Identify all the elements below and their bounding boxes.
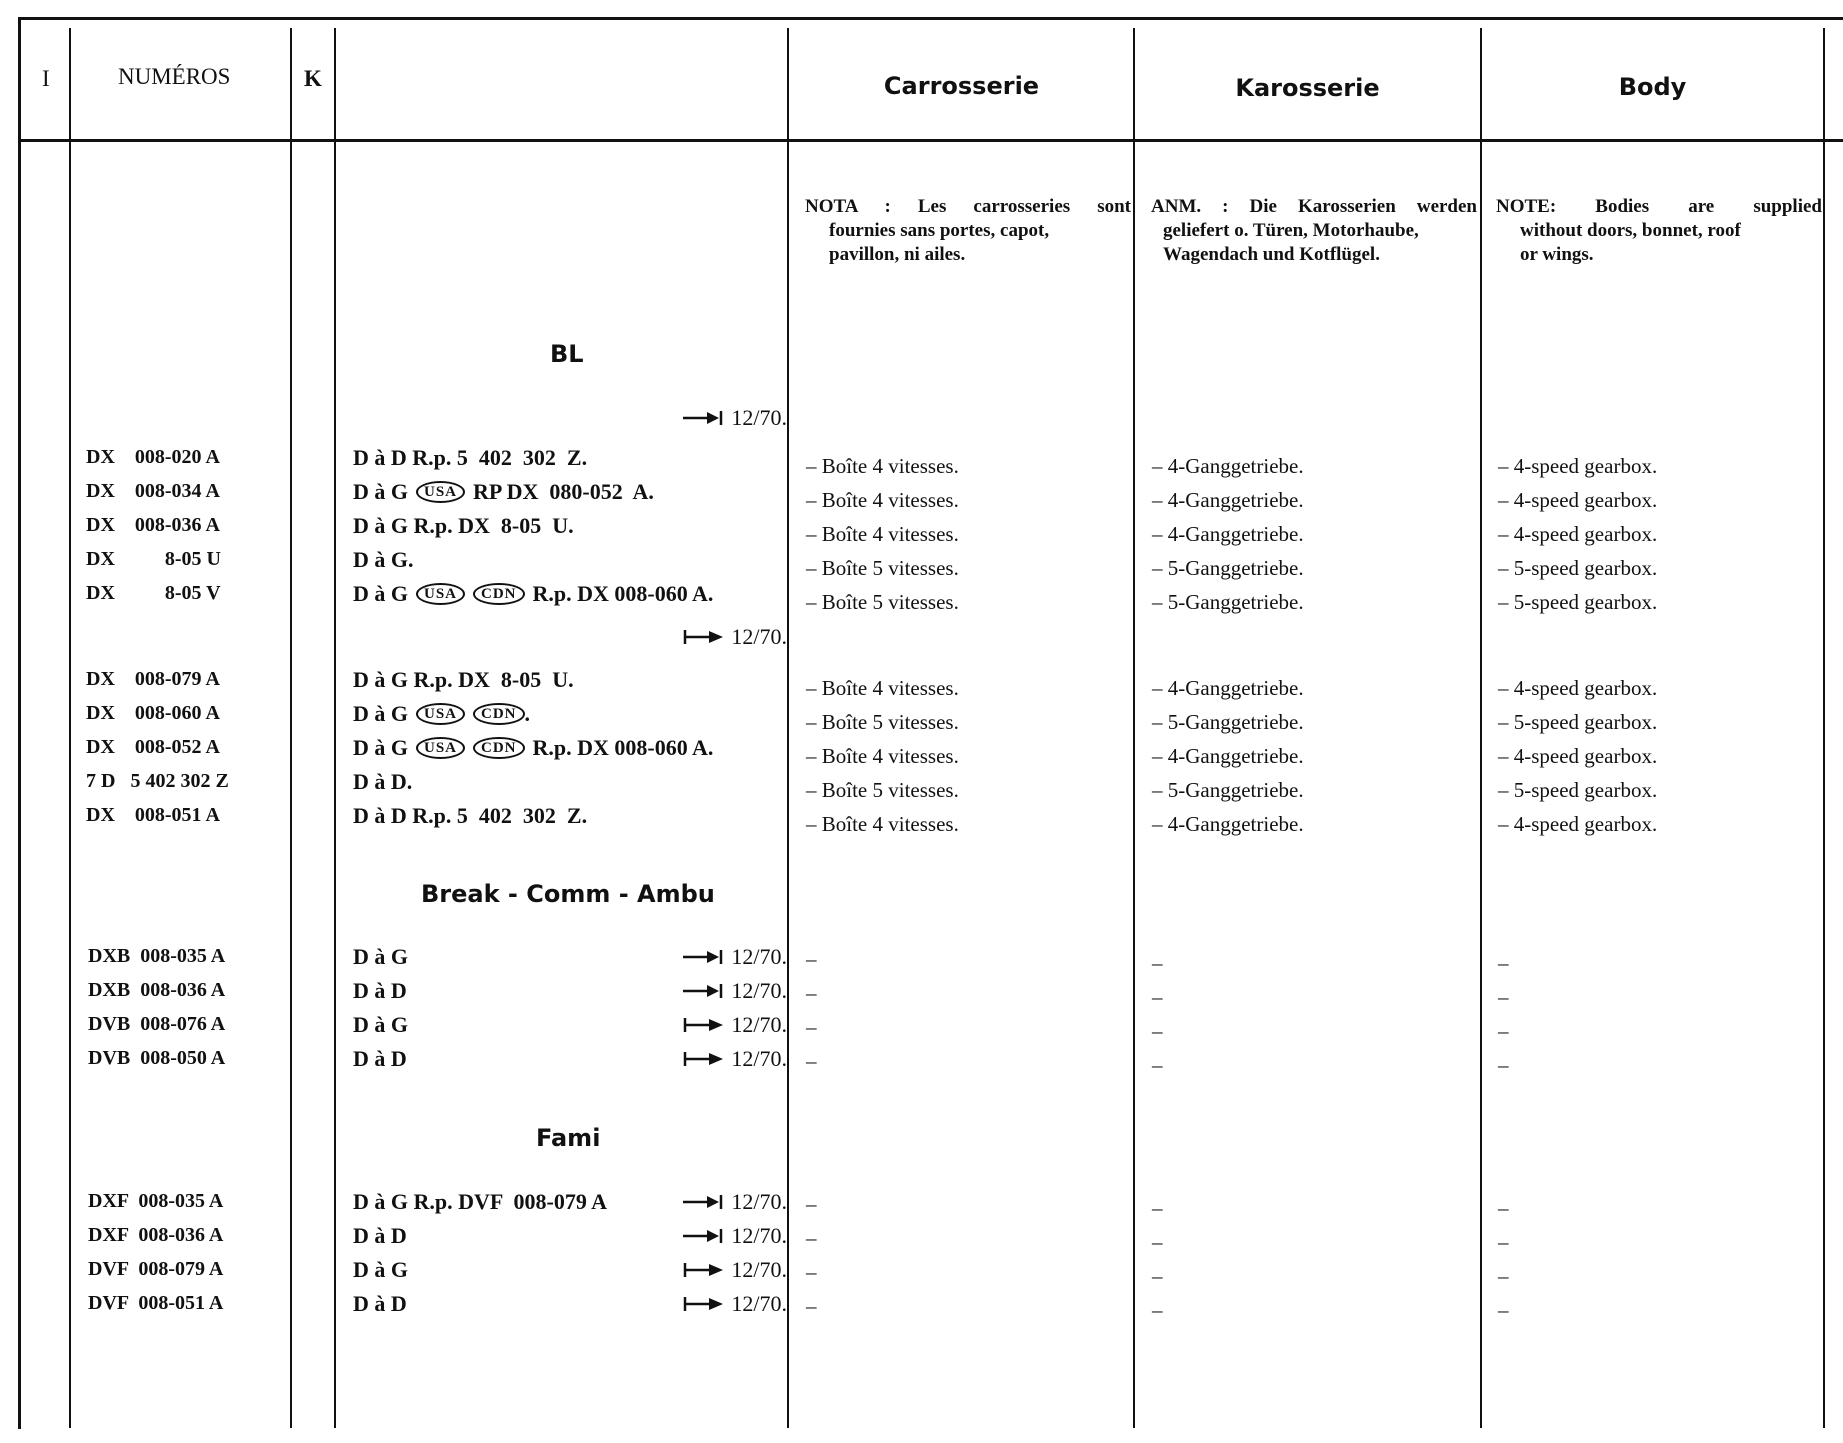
group-title-bl: BL xyxy=(550,340,584,368)
arrow-until-icon xyxy=(683,950,725,964)
cutoff-date-label: 12/70. xyxy=(731,1291,787,1316)
market-badge: CDN xyxy=(473,737,525,759)
description-suffix: . xyxy=(524,701,531,726)
description-prefix: D à G xyxy=(353,581,408,606)
market-badge: USA xyxy=(416,481,465,503)
arrow-from-icon xyxy=(683,1297,725,1311)
dash-en: – xyxy=(1498,1196,1509,1220)
gearbox-fr: – Boîte 4 vitesses. xyxy=(806,488,959,512)
gearbox-fr: – Boîte 4 vitesses. xyxy=(806,812,959,836)
cutoff-date-label: 12/70. xyxy=(731,1189,787,1214)
dash-en: – xyxy=(1498,1298,1509,1322)
divider-numeros xyxy=(290,28,292,1428)
date-until-bl xyxy=(683,405,787,431)
part-number: DXF 008-035 A xyxy=(88,1190,224,1212)
part-number: DVF 008-079 A xyxy=(88,1258,224,1280)
note-fr-line2: fournies sans portes, capot, xyxy=(829,220,1050,241)
description-text: D à D xyxy=(353,1046,407,1071)
gearbox-de: – 5-Ganggetriebe. xyxy=(1152,590,1304,614)
arrow-from-icon xyxy=(683,630,725,644)
description-text: D à G R.p. DVF 008-079 A xyxy=(353,1189,608,1214)
gearbox-en: – 5-speed gearbox. xyxy=(1498,778,1658,802)
gearbox-fr: – Boîte 5 vitesses. xyxy=(806,778,959,802)
description-text: D à D R.p. 5 402 302 Z. xyxy=(353,803,588,828)
dash-en: – xyxy=(1498,951,1509,975)
cutoff-date xyxy=(683,1223,787,1249)
header-col-k: K xyxy=(304,66,322,91)
part-number: DX 008-079 A xyxy=(86,668,220,690)
fitment-description xyxy=(353,479,654,505)
part-number: DXB 008-036 A xyxy=(88,979,226,1001)
cutoff-date-label: 12/70. xyxy=(731,978,787,1003)
note-de xyxy=(1151,195,1477,267)
top-rule xyxy=(18,17,1843,20)
dash-de: – xyxy=(1152,1264,1163,1288)
group-title-break: Break - Comm - Ambu xyxy=(421,880,715,908)
part-number: DX 008-020 A xyxy=(86,446,220,468)
fitment-description xyxy=(353,769,412,795)
note-en-line2: without doors, bonnet, roof xyxy=(1520,220,1741,241)
gearbox-de: – 5-Ganggetriebe. xyxy=(1152,556,1304,580)
dash-de: – xyxy=(1152,985,1163,1009)
dash-fr: – xyxy=(806,1049,817,1073)
dash-fr: – xyxy=(806,1294,817,1318)
description-text: D à G R.p. DX 8-05 U. xyxy=(353,513,574,538)
left-border xyxy=(18,17,21,1429)
market-badge: CDN xyxy=(473,583,525,605)
fitment-description xyxy=(353,803,587,829)
cutoff-date xyxy=(683,1189,787,1215)
dash-fr: – xyxy=(806,1192,817,1216)
cutoff-date xyxy=(683,1012,787,1038)
description-text: D à G xyxy=(353,1012,408,1037)
gearbox-en: – 5-speed gearbox. xyxy=(1498,556,1658,580)
note-en xyxy=(1496,195,1822,267)
description-text: D à D xyxy=(353,1291,407,1316)
note-fr-line3: pavillon, ni ailes. xyxy=(829,244,966,265)
part-number: DX 008-034 A xyxy=(86,480,220,502)
gearbox-de: – 4-Ganggetriebe. xyxy=(1152,522,1304,546)
part-number: DX 8-05 U xyxy=(86,548,221,570)
gearbox-en: – 5-speed gearbox. xyxy=(1498,710,1658,734)
description-prefix: D à G xyxy=(353,701,408,726)
note-en-line1: NOTE: Bodies are supplied xyxy=(1496,196,1822,217)
part-number: DVB 008-076 A xyxy=(88,1013,226,1035)
arrow-from-icon xyxy=(683,1018,725,1032)
cutoff-date xyxy=(683,1291,787,1317)
dash-fr: – xyxy=(806,981,817,1005)
header-col-numeros: NUMÉROS xyxy=(118,64,231,89)
gearbox-en: – 4-speed gearbox. xyxy=(1498,488,1658,512)
description-text: D à G. xyxy=(353,547,414,572)
gearbox-fr: – Boîte 4 vitesses. xyxy=(806,522,959,546)
gearbox-de: – 4-Ganggetriebe. xyxy=(1152,676,1304,700)
arrow-from-icon xyxy=(683,1052,725,1066)
gearbox-de: – 4-Ganggetriebe. xyxy=(1152,454,1304,478)
cutoff-date xyxy=(683,1046,787,1072)
gearbox-de: – 5-Ganggetriebe. xyxy=(1152,710,1304,734)
arrow-from-icon xyxy=(683,1263,725,1277)
market-badge: USA xyxy=(416,583,465,605)
gearbox-fr: – Boîte 5 vitesses. xyxy=(806,590,959,614)
fitment-description xyxy=(353,667,574,693)
dash-fr: – xyxy=(806,1015,817,1039)
dash-en: – xyxy=(1498,1053,1509,1077)
cutoff-date-label: 12/70. xyxy=(731,1223,787,1248)
fitment-description xyxy=(353,735,713,761)
dash-en: – xyxy=(1498,985,1509,1009)
part-number: DXF 008-036 A xyxy=(88,1224,224,1246)
fitment-description xyxy=(353,1257,408,1283)
dash-de: – xyxy=(1152,1053,1163,1077)
market-badge: USA xyxy=(416,703,465,725)
fitment-description xyxy=(353,513,574,539)
note-en-line3: or wings. xyxy=(1520,244,1594,265)
part-number: DX 008-036 A xyxy=(86,514,220,536)
gearbox-en: – 4-speed gearbox. xyxy=(1498,522,1658,546)
note-de-line1: ANM. : Die Karosserien werden xyxy=(1151,196,1477,217)
fitment-description xyxy=(353,581,713,607)
description-text: D à G xyxy=(353,944,408,969)
fitment-description xyxy=(353,944,408,970)
market-badge: CDN xyxy=(473,703,525,725)
description-text: D à G R.p. DX 8-05 U. xyxy=(353,667,574,692)
fitment-description xyxy=(353,1189,607,1215)
fitment-description xyxy=(353,1012,408,1038)
dash-de: – xyxy=(1152,1019,1163,1043)
fitment-description xyxy=(353,701,530,727)
dash-fr: – xyxy=(806,1226,817,1250)
gearbox-fr: – Boîte 4 vitesses. xyxy=(806,454,959,478)
note-fr xyxy=(805,195,1131,267)
fitment-description xyxy=(353,547,414,573)
divider-fr xyxy=(787,28,789,1428)
description-text: D à D. xyxy=(353,769,413,794)
part-number: DX 008-051 A xyxy=(86,804,220,826)
description-suffix: R.p. DX 008-060 A. xyxy=(532,735,714,760)
gearbox-de: – 5-Ganggetriebe. xyxy=(1152,778,1304,802)
arrow-until-icon xyxy=(683,984,725,998)
description-prefix: D à G xyxy=(353,479,408,504)
header-col-fr: Carrosserie xyxy=(883,72,1040,100)
divider-en xyxy=(1480,28,1482,1428)
note-fr-line1: NOTA : Les carrosseries sont xyxy=(805,196,1131,217)
market-badge: USA xyxy=(416,737,465,759)
cutoff-date-label: 12/70. xyxy=(731,1257,787,1282)
gearbox-fr: – Boîte 4 vitesses. xyxy=(806,744,959,768)
header-col-i: I xyxy=(42,66,50,91)
note-de-line2: geliefert o. Türen, Motorhaube, xyxy=(1163,220,1419,241)
dash-fr: – xyxy=(806,947,817,971)
cutoff-date-label: 12/70. xyxy=(731,1046,787,1071)
description-suffix: R.p. DX 008-060 A. xyxy=(532,581,714,606)
arrow-until-icon xyxy=(683,411,725,425)
gearbox-en: – 4-speed gearbox. xyxy=(1498,744,1658,768)
date-from-bl xyxy=(683,624,787,650)
fitment-description xyxy=(353,978,407,1004)
cutoff-date-label: 12/70. xyxy=(731,944,787,969)
dash-fr: – xyxy=(806,1260,817,1284)
description-text: D à G xyxy=(353,1257,408,1282)
group-title-fami: Fami xyxy=(536,1124,601,1152)
arrow-until-icon xyxy=(683,1195,725,1209)
dash-de: – xyxy=(1152,1230,1163,1254)
dash-de: – xyxy=(1152,1196,1163,1220)
divider-i xyxy=(69,28,71,1428)
cutoff-date-label: 12/70. xyxy=(731,1012,787,1037)
arrow-until-icon xyxy=(683,1229,725,1243)
divider-k xyxy=(334,28,336,1428)
part-number: DX 008-052 A xyxy=(86,736,220,758)
description-text: D à D xyxy=(353,1223,407,1248)
gearbox-de: – 4-Ganggetriebe. xyxy=(1152,488,1304,512)
gearbox-de: – 4-Ganggetriebe. xyxy=(1152,744,1304,768)
part-number: DXB 008-035 A xyxy=(88,945,226,967)
part-number: 7 D 5 402 302 Z xyxy=(86,770,229,792)
dash-de: – xyxy=(1152,951,1163,975)
part-number: DX 008-060 A xyxy=(86,702,220,724)
dash-de: – xyxy=(1152,1298,1163,1322)
gearbox-en: – 4-speed gearbox. xyxy=(1498,454,1658,478)
fitment-description xyxy=(353,1223,407,1249)
description-suffix: RP DX 080-052 A. xyxy=(473,479,654,504)
gearbox-de: – 4-Ganggetriebe. xyxy=(1152,812,1304,836)
gearbox-en: – 5-speed gearbox. xyxy=(1498,590,1658,614)
note-de-line3: Wagendach und Kotflügel. xyxy=(1163,244,1380,265)
cutoff-date xyxy=(683,978,787,1004)
dash-en: – xyxy=(1498,1019,1509,1043)
description-text: D à D R.p. 5 402 302 Z. xyxy=(353,445,588,470)
fitment-description xyxy=(353,445,587,471)
description-text: D à D xyxy=(353,978,407,1003)
gearbox-en: – 4-speed gearbox. xyxy=(1498,812,1658,836)
gearbox-fr: – Boîte 5 vitesses. xyxy=(806,556,959,580)
cutoff-date xyxy=(683,1257,787,1283)
gearbox-en: – 4-speed gearbox. xyxy=(1498,676,1658,700)
fitment-description xyxy=(353,1291,407,1317)
header-col-en: Body xyxy=(1618,73,1687,101)
description-prefix: D à G xyxy=(353,735,408,760)
cutoff-date xyxy=(683,944,787,970)
dash-en: – xyxy=(1498,1230,1509,1254)
fitment-description xyxy=(353,1046,407,1072)
date-until-bl-label: 12/70. xyxy=(731,405,787,430)
part-number: DVB 008-050 A xyxy=(88,1047,226,1069)
part-number: DVF 008-051 A xyxy=(88,1292,224,1314)
header-col-de: Karosserie xyxy=(1235,74,1380,102)
gearbox-fr: – Boîte 4 vitesses. xyxy=(806,676,959,700)
dash-en: – xyxy=(1498,1264,1509,1288)
right-border xyxy=(1823,28,1825,1428)
date-from-bl-label: 12/70. xyxy=(731,624,787,649)
part-number: DX 8-05 V xyxy=(86,582,221,604)
gearbox-fr: – Boîte 5 vitesses. xyxy=(806,710,959,734)
divider-de xyxy=(1133,28,1135,1428)
